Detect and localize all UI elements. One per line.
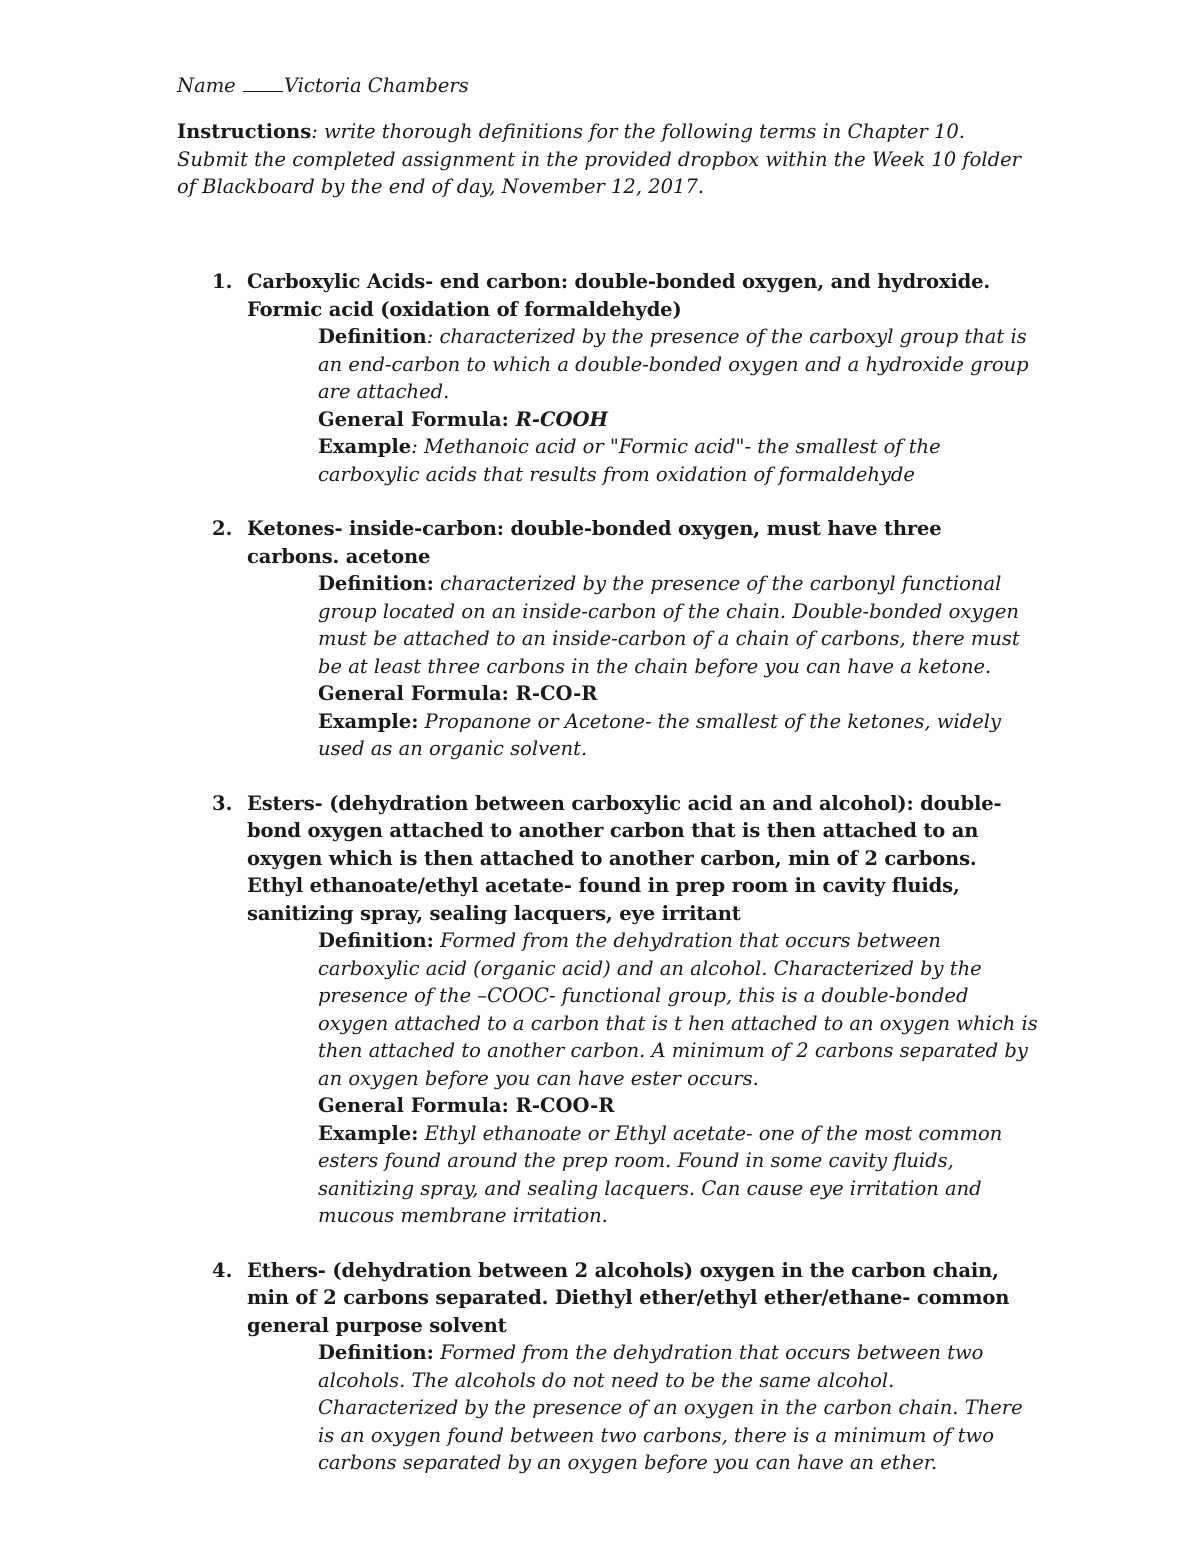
- definition-text: : characterized by the presence of the carboxyl group that is an end-carbon to which a double-bonded oxygen and a hydroxide group are attached.: [318, 325, 1029, 403]
- list-item: [0, 268, 1037, 488]
- item-details: [247, 1339, 1038, 1477]
- general-formula: [318, 406, 1038, 434]
- formula-value: R-COOH: [515, 407, 608, 431]
- item-number: 3.: [212, 791, 233, 815]
- general-formula: [318, 1092, 1038, 1120]
- definition-label: Definition:: [318, 929, 434, 952]
- name-label: Name: [177, 74, 236, 97]
- formula-value: R-CO-R: [515, 682, 598, 705]
- item-details: [247, 323, 1038, 488]
- item-heading: Ethers- (dehydration between 2 alcohols) oxygen in the carbon chain, min of 2 carbons separated. Diethyl ether/ethyl ether/ethane- common general purpose solvent: [247, 1258, 1010, 1337]
- item-heading: Ketones- inside-carbon: double-bonded oxygen, must have three carbons. acetone: [247, 517, 942, 568]
- definition-label: Definition:: [318, 572, 434, 595]
- name-blank: [243, 73, 283, 92]
- definition: [318, 570, 1038, 680]
- name-line: [177, 72, 469, 100]
- item-details: [247, 927, 1038, 1230]
- example: [318, 433, 1038, 488]
- item-number: 2.: [212, 517, 233, 540]
- definition-text: Formed from the dehydration that occurs between carboxylic acid (organic acid) and an alcohol. Characterized by the presence of the –COOC- functional group, this is a double-bonded oxygen attached to a carbon that is t hen attached to an oxygen which is then attached to another carbon. A minimum of 2 carbons separated by an oxygen before you can have ester occurs.: [318, 929, 1038, 1090]
- list-item: [0, 790, 1037, 1230]
- definition-label: Definition: [318, 325, 427, 348]
- list-item: [0, 1257, 1037, 1477]
- example-text: : Methanoic acid or "Formic acid"- the smallest of the carboxylic acids that results from oxidation of formaldehyde: [318, 435, 941, 486]
- definition: [318, 927, 1038, 1092]
- list-item: [0, 515, 1037, 763]
- formula-label: General Formula:: [318, 1094, 516, 1117]
- example-text: Ethyl ethanoate or Ethyl acetate- one of the most common esters found around the prep room. Found in some cavity fluids, sanitizing spray, and sealing lacquers. Can cause eye irritation and mucous membrane irritation.: [318, 1121, 1003, 1227]
- formula-label: General Formula:: [318, 407, 516, 431]
- instructions-text: : write thorough definitions for the following terms in Chapter 10. Submit the completed assignment in the provided dropbox within the Week 10 folder of Blackboard by the end of day, November 12, 2017.: [177, 120, 1021, 198]
- instructions-paragraph: [177, 118, 1037, 201]
- formula-label: General Formula:: [318, 682, 516, 705]
- definition-label: Definition:: [318, 1341, 434, 1364]
- example: [318, 1120, 1038, 1230]
- general-formula: [318, 680, 1038, 708]
- example: [318, 708, 1038, 763]
- name-value: Victoria Chambers: [283, 74, 469, 97]
- definition: [318, 323, 1038, 406]
- definition-text: Formed from the dehydration that occurs between two alcohols. The alcohols do not need to be the same alcohol. Characterized by the presence of an oxygen in the carbon chain. There is an oxygen found between two carbons, there is a minimum of two carbons separated by an oxygen before you can have an ether.: [318, 1341, 1023, 1474]
- item-heading: Esters- (dehydration between carboxylic acid an and alcohol): double-bond oxygen attached to another carbon that is then attached to an oxygen which is then attached to another carbon, min of 2 carbons. Ethyl ethanoate/ethyl acetate- found in prep room in cavity fluids, sanitizing spray, sealing lacquers, eye irritant: [247, 791, 1002, 925]
- instructions-lead: Instructions: [177, 120, 312, 143]
- item-details: [247, 570, 1038, 763]
- example-label: Example: [318, 435, 412, 458]
- example-text: Propanone or Acetone- the smallest of the ketones, widely used as an organic solvent.: [318, 709, 1001, 760]
- example-label: Example:: [318, 709, 419, 733]
- definition-text: characterized by the presence of the carbonyl functional group located on an inside-carbon of the chain. Double-bonded oxygen must be attached to an inside-carbon of a chain of carbons, there must be at least three carbons in the chain before you can have a ketone.: [318, 572, 1020, 678]
- term-list: [0, 268, 1200, 1504]
- item-number: 1.: [212, 270, 233, 293]
- definition: [318, 1339, 1038, 1477]
- item-heading: Carboxylic Acids- end carbon: double-bonded oxygen, and hydroxide. Formic acid (oxidation of formaldehyde): [247, 270, 991, 321]
- example-label: Example:: [318, 1121, 419, 1145]
- formula-value: R-COO-R: [515, 1094, 615, 1117]
- item-number: 4.: [212, 1258, 233, 1282]
